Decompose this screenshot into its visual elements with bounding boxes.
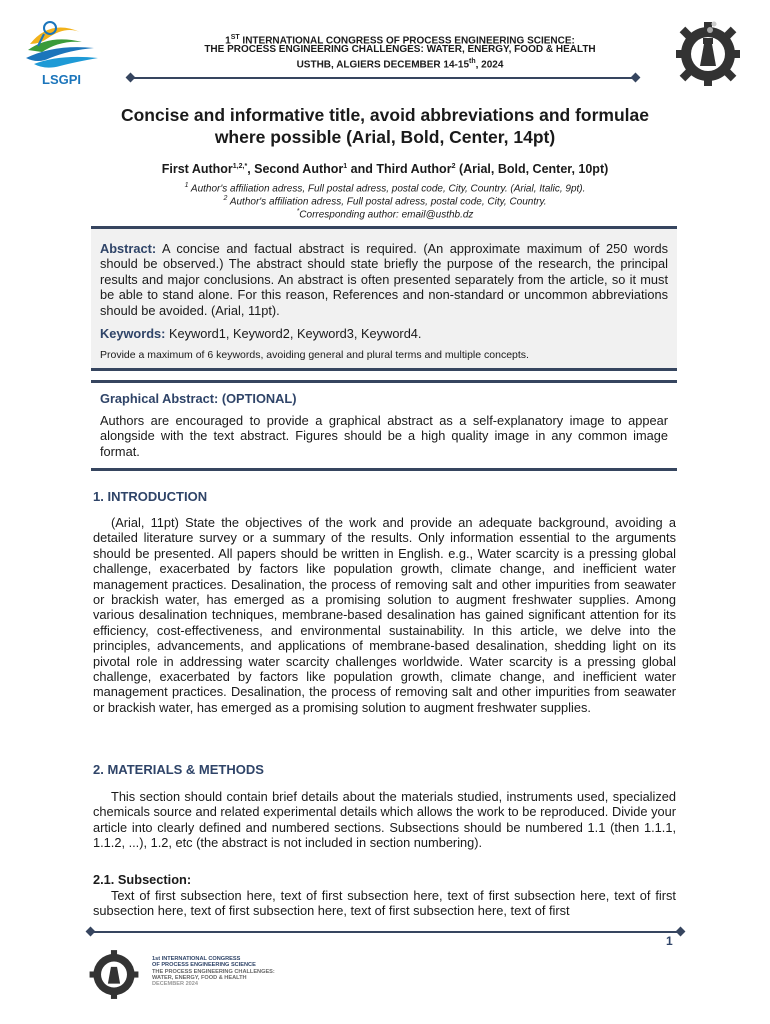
subsection-2-1-heading: 2.1. Subsection: — [93, 872, 192, 887]
paper-title: Concise and informative title, avoid abbreviations and formulae where possible (Arial, Bold, Center, 14pt) — [120, 105, 650, 147]
keywords-label: Keywords: — [100, 326, 166, 342]
footer-line-1: 1st INTERNATIONAL CONGRESS — [152, 956, 241, 962]
header-line-1: 1ST INTERNATIONAL CONGRESS OF PROCESS ENGINEERING SCIENCE: — [225, 34, 575, 47]
subsection-2-1-text: Text of first subsection here, text of first subsection here, text of first subsection here, text of first subsection here, text of first subsection here, text of first subsection here, text of first — [93, 888, 676, 919]
section-2-text: This section should contain brief details about the materials studied, instruments used, specialized chemicals source and related experimental details which allows the work to be reproduced. Divide your article into clearly defined and numbered sections. Subsections should be numbered 1.1 (then 1.1.1, 1.1.2, ...), 1.2, etc (the abstract is not included in section numbering). — [93, 789, 676, 851]
graphical-abstract-label: Graphical Abstract: (OPTIONAL) — [100, 391, 297, 406]
section-1-heading: 1. INTRODUCTION — [93, 489, 208, 504]
lsgpi-logo-text: LSGPI — [42, 72, 82, 87]
footer-gear-logo-icon — [85, 944, 143, 1002]
footer-line-5: DECEMBER 2024 — [152, 981, 199, 988]
header-line-3: USTHB, ALGIERS DECEMBER 14-15th, 2024 — [296, 58, 504, 71]
graphical-abstract-section — [91, 380, 677, 471]
footer-congress-text — [152, 956, 275, 987]
footer-rule — [90, 931, 680, 933]
abstract-box — [91, 226, 677, 371]
footer-rule-diamond-right — [676, 927, 686, 937]
footer-line-4: WATER, ENERGY, FOOD & HEALTH — [152, 974, 247, 981]
lsgpi-emblem-icon — [20, 14, 102, 72]
abstract-paragraph — [100, 241, 668, 318]
page-number: 1 — [666, 934, 673, 948]
footer-line-2: OF PROCESS ENGINEERING SCIENCE — [152, 962, 256, 969]
footer-line-3: THE PROCESS ENGINEERING CHALLENGES: — [152, 968, 275, 975]
section-1-text: (Arial, 11pt) State the objectives of the work and provide an adequate background, avoiding a detailed literature survey or a summary of the results. Only information essential to the arguments should be presented. All papers should be written in English. e.g., Water scarcity is a pressing global challenge, exacerbated by factors like population growth, climate change, and inefficient water management practices. Desalination, the process of removing salt and other impurities from seawater or brackish water, has emerged as a promising solution to augment freshwater supplies. Among various desalination techniques, membrane-based desalination has gained significant attention for its efficiency, cost-effectiveness, and environmental sustainability. In this article, we delve into the principles, advancements, and applications of membrane-based desalination, shedding light on its pivotal role in addressing water scarcity challenges worldwide. Water scarcity is a pressing global challenge, exacerbated by factors like population growth, climate change, and inefficient water management practices. Desalination, the process of removing salt and other impurities from seawater or brackish water, has emerged as a promising solution to augment freshwater supplies. — [93, 515, 676, 715]
header-rule-diamond-right — [631, 73, 641, 83]
affiliation-2: $^2$ Author's affiliation adress, Full postal adress, postal code, City, Country. — [223, 195, 547, 208]
corresponding-author: *Corresponding author: email@usthb.dz — [296, 208, 474, 221]
graphical-abstract-text: Authors are encouraged to provide a graphical abstract as a self-explanatory image to appear alongside with the text abstract. Figures should be a high quality image in any common image format. — [100, 413, 668, 459]
header-rule-diamond-left — [126, 73, 136, 83]
gear-logo-icon — [670, 14, 746, 90]
abstract-label: Abstract: — [100, 241, 157, 256]
section-2-heading: 2. MATERIALS & METHODS — [93, 762, 264, 777]
keywords-note: Provide a maximum of 6 keywords, avoiding general and plural terms and multiple concepts. — [100, 349, 529, 362]
footer-rule-diamond-left — [86, 927, 96, 937]
keywords-line — [100, 326, 668, 341]
author-line: First Author$^{1,2,*}$, Second Author$^1$ and Third Author$^2$ (Arial, Bold, Center, 10pt) — [161, 162, 609, 176]
abstract-text: A concise and factual abstract is required. (An approximate maximum of 250 words should be observed.) The abstract should state briefly the purpose of the research, the principal results and major conclusions. An abstract is often presented separately from the article, so it must be able to stand alone. For this reason, References and non-standard or uncommon abbreviations should be avoided. (Arial, 11pt). — [100, 241, 668, 318]
header-rule — [130, 77, 635, 79]
lsgpi-logo — [20, 14, 102, 88]
keywords-text: Keyword1, Keyword2, Keyword3, Keyword4. — [165, 326, 422, 342]
header-line-2: THE PROCESS ENGINEERING CHALLENGES: WATER, ENERGY, FOOD & HEALTH — [204, 44, 596, 55]
affiliation-1: $^1$ Author's affiliation adress, Full postal adress, postal code, City, Country. (Arial, Italic, 9pt). — [184, 182, 586, 195]
